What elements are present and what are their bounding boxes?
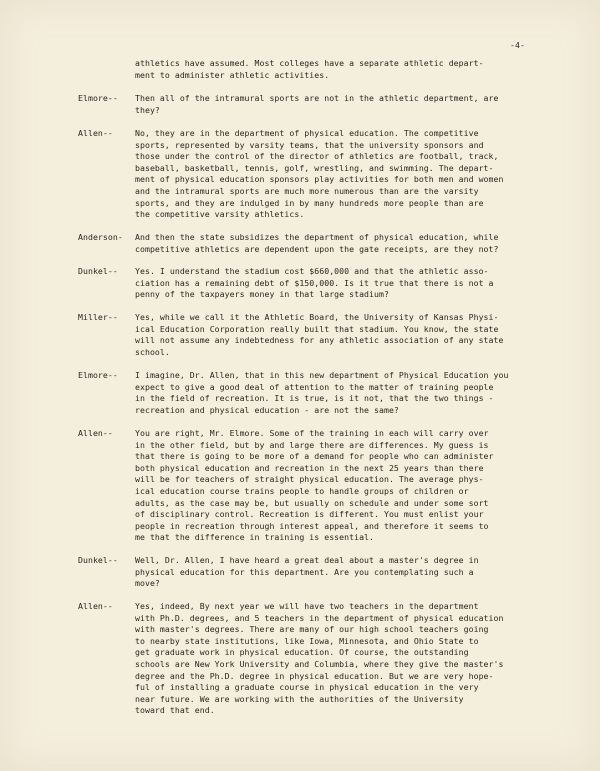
text-line: baseball, basketball, tennis, golf, wrestling, and swimming. The depart- [135,162,494,173]
text-line: near future. We are working with the authorities of the University [135,693,464,704]
speaker-name: Dunkel-- [78,555,118,565]
dialogue-text [135,601,503,717]
text-line: You are right, Mr. Elmore. Some of the training in each will carry over [135,428,489,438]
dialogue-text [135,370,508,416]
text-line: will not assume any indebtedness for any athletic association of any state [135,335,504,346]
dialogue-text [135,555,479,590]
continuation-paragraph [135,58,484,81]
text-line: will be for teachers of straight physical education. The average phys- [135,474,484,485]
text-line: And then the state subsidizes the department of physical education, while [135,232,499,242]
text-line: toward that end. [135,705,215,716]
text-line: they? [135,104,160,115]
text-line: sports, represented by varsity teams, that the university sponsors and [135,139,484,150]
text-line: with master's degrees. There are many of our high school teachers going [135,624,489,635]
text-line: those under the control of the director of athletics are football, track, [135,151,499,162]
text-line: athletics have assumed. Most colleges have a separate athletic depart- [135,58,484,68]
text-line: No, they are in the department of physical education. The competitive [135,128,479,138]
text-line: ical Education Corporation really built that stadium. You know, the state [135,323,499,334]
text-line: ment of physical education sponsors play activities for both men and women [135,174,504,185]
text-line: school. [135,346,170,357]
text-line: in the field of recreation. It is true, is it not, that the two things - [135,393,494,404]
text-line: to nearby state institutions, like Iowa, Minnesota, and Ohio State to [135,635,479,646]
text-line: recreation and physical education - are not the same? [135,404,399,415]
dialogue-text [135,128,503,221]
text-line: ful of installing a graduate course in physical education in the very [135,682,479,693]
dialogue-text [135,232,499,255]
text-line: adults, as the case may be, but usually on schedule and under some sort [135,497,489,508]
text-line: Well, Dr. Allen, I have heard a great deal about a master's degree in [135,555,479,565]
speaker-name: Miller-- [78,312,118,322]
page-number: -4- [510,40,525,50]
text-line: me that the difference in training is essential. [135,532,375,543]
text-line: in the other field, but by and large there are differences. My guess is [135,439,489,450]
text-line: Yes, while we call it the Athletic Board, the University of Kansas Physi- [135,312,499,322]
text-line: both physical education and recreation in the next 25 years than there [135,462,484,473]
speaker-name: Allen-- [78,128,113,138]
speaker-name: Allen-- [78,428,113,438]
text-line: ical education course trains people to handle groups of children or [135,485,469,496]
text-line: and the intramural sports are much more numerous than are the varsity [135,185,479,196]
text-line: that there is going to be more of a demand for people who can administer [135,451,494,462]
text-line: I imagine, Dr. Allen, that in this new department of Physical Education you [135,370,509,380]
dialogue-text [135,312,503,358]
text-line: ciation has a remaining debt of $150,000. Is it true that there is not a [135,277,494,288]
text-line: Then all of the intramural sports are not in the athletic department, are [135,93,499,103]
text-line: with Ph.D. degrees, and 5 teachers in the department of physical education [135,612,504,623]
speaker-name: Dunkel-- [78,266,118,276]
text-line: expect to give a good deal of attention to the matter of training people [135,381,494,392]
text-line: physical education for this department. Are you contemplating such a [135,566,474,577]
speaker-name: Elmore-- [78,93,118,103]
dialogue-text [135,266,494,301]
text-line: the competitive varsity athletics. [135,209,305,220]
text-line: move? [135,578,160,589]
speaker-name: Allen-- [78,601,113,611]
text-line: Yes, indeed, By next year we will have two teachers in the department [135,601,479,611]
text-line: get graduate work in physical education. Of course, the outstanding [135,647,469,658]
text-line: people in recreation through interest appeal, and therefore it seems to [135,520,489,531]
text-line: competitive athletics are dependent upon the gate receipts, are they not? [135,243,499,254]
dialogue-text [135,428,494,544]
text-line: schools are New York University and Columbia, where they give the master's [135,658,504,669]
dialogue-text [135,93,499,116]
text-line: sports, and they are indulged in by many hundreds more people than are [135,197,484,208]
speaker-name: Elmore-- [78,370,118,380]
text-line: penny of the taxpayers money in that large stadium? [135,289,389,300]
text-line: of disciplinary control. Recreation is different. You must enlist your [135,509,484,520]
text-line: Yes. I understand the stadium cost $660,000 and that the athletic asso- [135,266,489,276]
text-line: degree and the Ph.D. degree in physical education. But we are very hope- [135,670,494,681]
text-line: ment to administer athletic activities. [135,69,330,80]
speaker-name: Anderson- [78,232,123,242]
